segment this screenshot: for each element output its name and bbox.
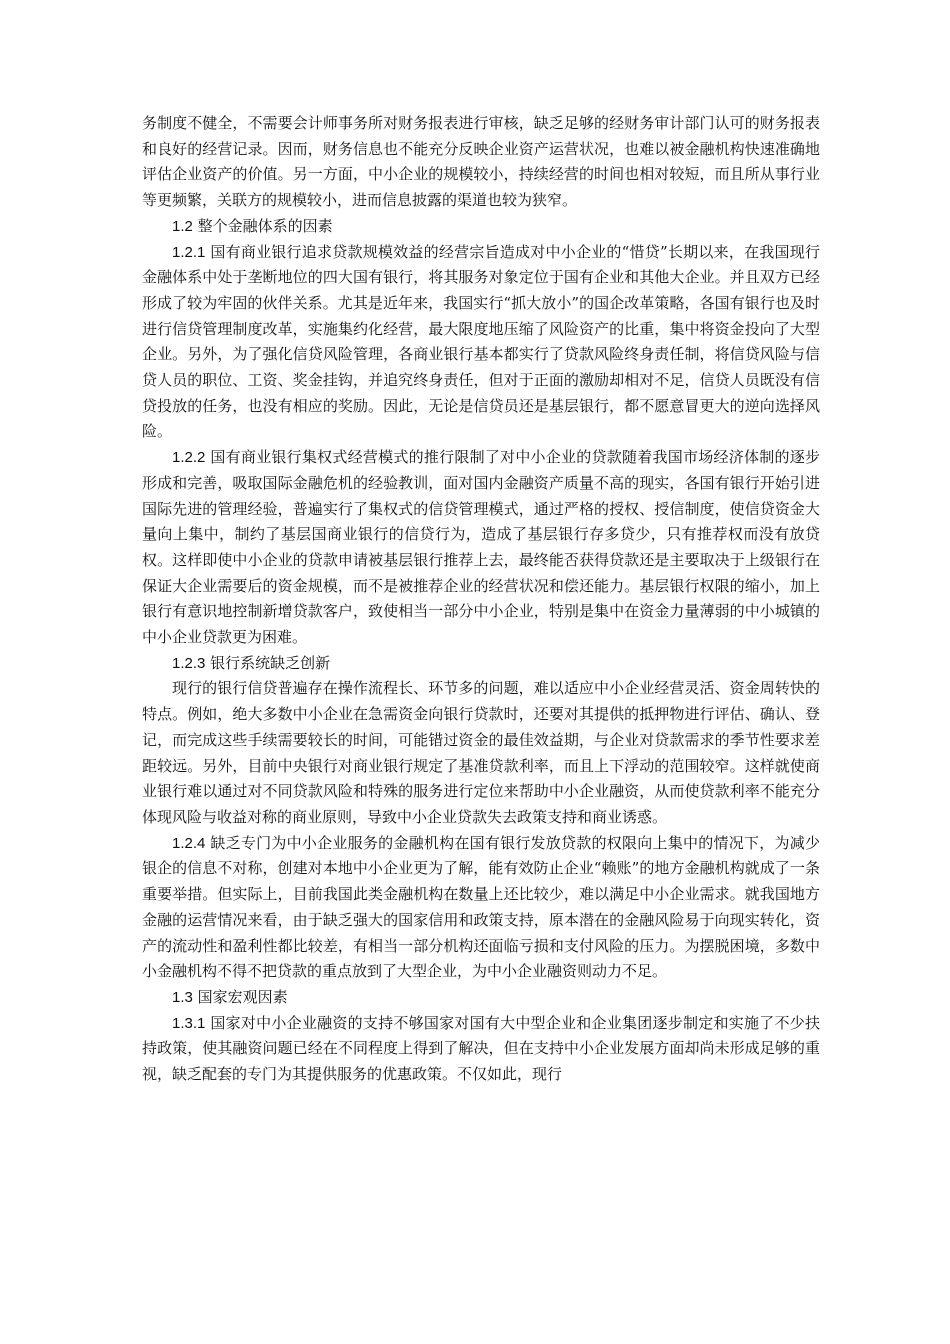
section-heading-1-2 bbox=[142, 214, 820, 240]
paragraph-bank-innovation bbox=[142, 676, 820, 830]
section-heading-1-2-3 bbox=[142, 651, 820, 677]
paragraph-1-2-4 bbox=[142, 831, 820, 985]
paragraph-text: 国有商业银行追求贷款规模效益的经营宗旨造成对中小企业的“惜贷”长期以来，在我国现行金融体系中处于垄断地位的四大国有银行，将其服务对象定位于国有企业和其他大企业。并且双方已经形成了较为牢固的伙伴关系。尤其是近年来，我国实行“抓大放小”的国企改革策略，各国有银行也及时进行信贷管理制度改革，实施集约化经营，最大限度地压缩了风险资产的比重，集中将资金投向了大型企业。另外，为了强化信贷风险管理，各商业银行基本都实行了贷款风险终身责任制，将信贷风险与信贷人员的职位、工资、奖金挂钩，并追究终身责任，但对于正面的激励却相对不足，信贷人员既没有信贷投放的任务，也没有相应的奖励。因此，无论是信贷员还是基层银行，都不愿意冒更大的逆向选择风险。 bbox=[142, 242, 820, 441]
section-heading-1-3 bbox=[142, 985, 820, 1011]
paragraph-financial-info bbox=[142, 111, 820, 214]
section-number: 1.2.3 bbox=[172, 654, 206, 672]
paragraph-1-2-1 bbox=[142, 240, 820, 446]
paragraph-text: 国家对中小企业融资的支持不够国家对国有大中型企业和企业集团逐步制定和实施了不少扶持政策，使其融资问题已经在不同程度上得到了解决，但在支持中小企业发展方面却尚未形成足够的重视，缺乏配套的专门为其提供服务的优惠政策。不仅如此，现行 bbox=[142, 1013, 820, 1084]
paragraph-text: 现行的银行信贷普遍存在操作流程长、环节多的问题，难以适应中小企业经营灵活、资金周转快的特点。例如，绝大多数中小企业在急需资金向银行贷款时，还要对其提供的抵押物进行评估、确认、登记，而完成这些手续需要较长的时间，可能错过资金的最佳效益期，与企业对贷款需求的季节性要求差距较远。另外，目前中央银行对商业银行规定了基准贷款利率，而且上下浮动的范围较窄。这样就使商业银行难以通过对不同贷款风险和特殊的服务进行定位来帮助中小企业融资，从而使贷款利率不能充分体现风险与收益对称的商业原则，导致中小企业贷款失去政策支持和商业诱惑。 bbox=[142, 679, 820, 826]
paragraph-text: 国有商业银行集权式经营模式的推行限制了对中小企业的贷款随着我国市场经济体制的逐步形成和完善，吸取国际金融危机的经验教训，面对国内金融资产质量不高的现实，各国有银行开始引进国际先进的管理经验，普遍实行了集权式的信贷管理模式，通过严格的授权、授信制度，使信贷资金大量向上集中，制约了基层国商业银行的信贷行为，造成了基层银行存多贷少，只有推荐权而没有放贷权。这样即使中小企业的贷款申请被基层银行推荐上去，最终能否获得贷款还是主要取决于上级银行在保证大企业需要后的资金规模，而不是被推荐企业的经营状况和偿还能力。基层银行权限的缩小，加上银行有意识地控制新增贷款客户，致使相当一部分中小企业，特别是集中在资金力量薄弱的中小城镇的中小企业贷款更为困难。 bbox=[142, 448, 820, 647]
paragraph-text: 务制度不健全，不需要会计师事务所对财务报表进行审核，缺乏足够的经财务审计部门认可的财务报表和良好的经营记录。因而，财务信息也不能充分反映企业资产运营状况，也难以被金融机构快速准确地评估企业资产的价值。另一方面，中小企业的规模较小，持续经营的时间也相对较短，而且所从事行业等更频繁，关联方的规模较小，进而信息披露的渠道也较为狭窄。 bbox=[142, 114, 820, 210]
paragraph-text: 缺乏专门为中小企业服务的金融机构在国有银行发放贷款的权限向上集中的情况下，为减少银企的信息不对称，创建对本地中小企业更为了解，能有效防止企业“赖账”的地方金融机构就成了一条重要举措。但实际上，目前我国此类金融机构在数量上还比较少，难以满足中小企业需求。就我国地方金融的运营情况来看，由于缺乏强大的国家信用和政策支持，原本潜在的金融风险易于向现实转化，资产的流动性和盈利性都比较差，有相当一部分机构还面临亏损和支付风险的压力。为摆脱困境，多数中小金融机构不得不把贷款的重点放到了大型企业，为中小企业融资则动力不足。 bbox=[142, 833, 820, 981]
paragraph-1-2-2 bbox=[142, 445, 820, 651]
section-title: 银行系统缺乏创新 bbox=[205, 653, 331, 672]
section-number: 1.2.1 bbox=[172, 243, 206, 261]
section-number: 1.2 bbox=[172, 217, 193, 235]
document-page bbox=[142, 111, 820, 1088]
section-number: 1.2.4 bbox=[172, 834, 206, 852]
section-title: 整个金融体系的因素 bbox=[192, 216, 333, 235]
section-title: 国家宏观因素 bbox=[192, 987, 288, 1006]
paragraph-1-3-1 bbox=[142, 1011, 820, 1088]
section-number: 1.2.2 bbox=[172, 449, 206, 467]
section-number: 1.3 bbox=[172, 988, 193, 1006]
section-number: 1.3.1 bbox=[172, 1014, 206, 1032]
